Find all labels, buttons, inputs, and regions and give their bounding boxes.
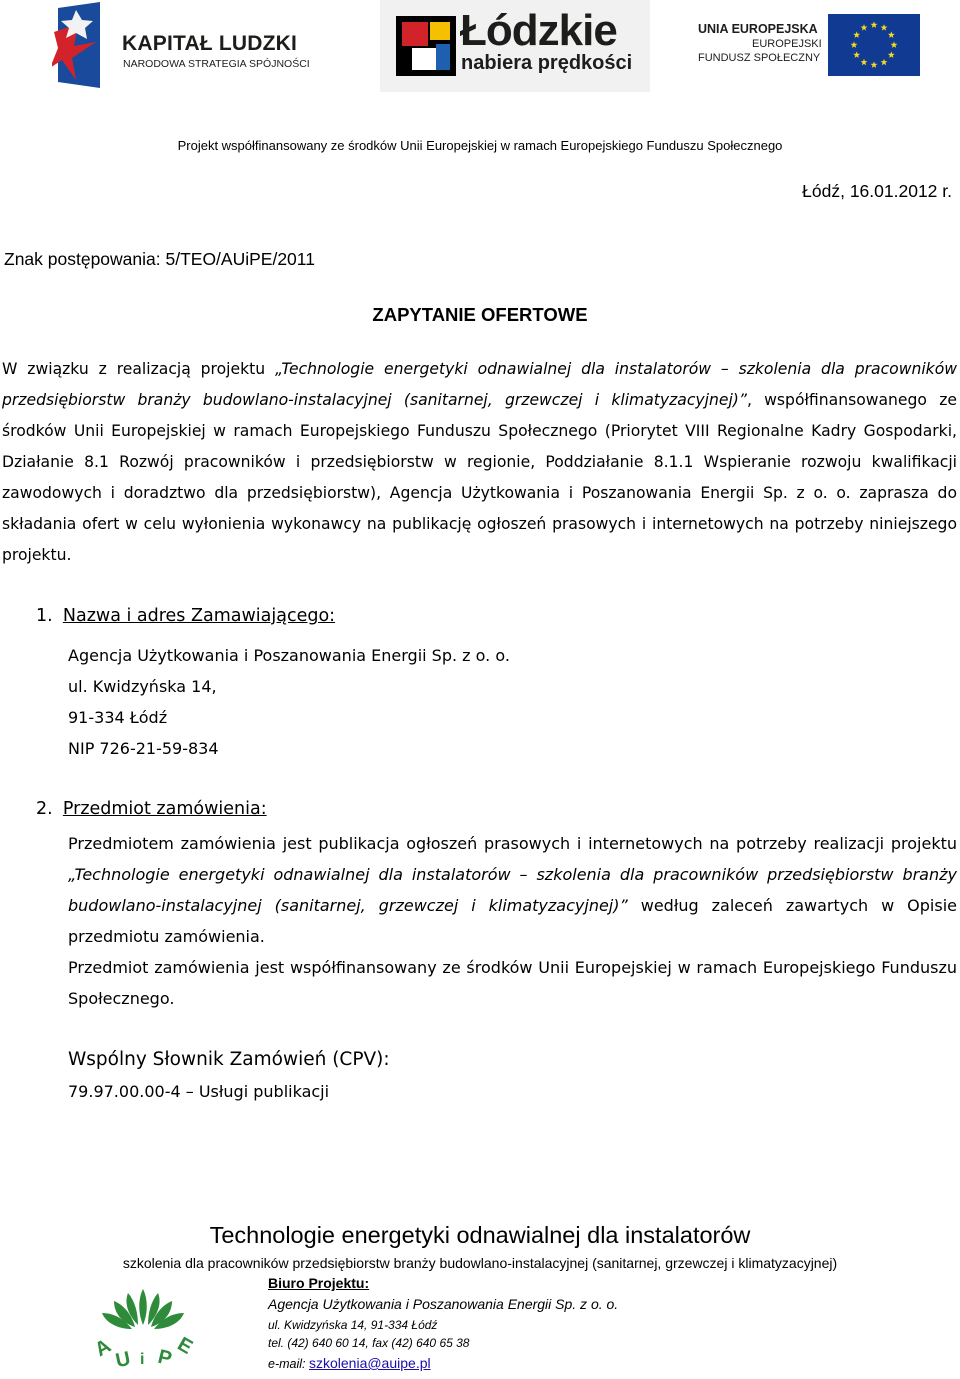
order-text-start: Przedmiotem zamówienia jest publikacja ogłoszeń prasowych i internetowych na potrzeby realizacji projektu <box>68 834 957 853</box>
project-office-email <box>268 1355 431 1371</box>
auipe-letter: U <box>113 1347 133 1373</box>
intro-paragraph <box>2 354 957 571</box>
auipe-logo <box>88 1285 198 1375</box>
address-line: NIP 726-21-59-834 <box>68 739 219 758</box>
section-1-title: Nazwa i adres Zamawiającego: <box>62 606 336 626</box>
lodzkie-title: Łódzkie <box>460 6 617 55</box>
lodzkie-subtitle: nabiera prędkości <box>461 52 633 74</box>
section-2-heading <box>36 799 267 819</box>
order-text-end: według zaleceń zawartych w Opisie przedmiotu zamówienia. <box>68 896 958 946</box>
section-2-number: 2. <box>36 799 53 819</box>
intro-project-name: „Technologie energetyki odnawialnej dla instalatorów – szkolenia dla pracowników przedsiębiorstw branży budowlano-instalacyjnej (sanitarnej, grzewczej i klimatyzacyjnej)” <box>2 360 957 409</box>
auipe-letter: i <box>140 1351 145 1368</box>
project-office-phone: tel. (42) 640 60 14, fax (42) 640 65 38 <box>268 1336 470 1350</box>
order-project-name: „Technologie energetyki odnawialnej dla instalatorów – szkolenia dla pracowników przedsiębiorstw branży budowlano-instalacyjnej (sanitarnej, grzewczej i klimatyzacyjnej)” <box>68 865 957 915</box>
cofinancing-note: Projekt współfinansowany ze środków Unii Europejskiej w ramach Europejskiego Funduszu Społecznego <box>177 138 783 153</box>
reference-number: Znak postępowania: 5/TEO/AUiPE/2011 <box>4 249 315 269</box>
section-1-number: 1. <box>36 606 53 626</box>
kapital-ludzki-subtitle: NARODOWA STRATEGIA SPÓJNOŚCI <box>123 58 310 70</box>
eu-esf-logo <box>698 12 920 78</box>
cpv-heading: Wspólny Słownik Zamówień (CPV): <box>68 1049 390 1070</box>
contracting-authority-address <box>68 640 510 764</box>
kapital-ludzki-emblem-icon <box>52 2 118 92</box>
eu-line-3: FUNDUSZ SPOŁECZNY <box>698 52 821 64</box>
eu-flag-icon <box>828 14 920 76</box>
cpv-code: 79.97.00.00-4 – Usługi publikacji <box>68 1082 330 1101</box>
section-1-heading <box>36 606 335 626</box>
order-description <box>68 828 957 952</box>
auipe-letter: P <box>155 1345 174 1371</box>
auipe-letter: E <box>173 1333 197 1359</box>
auipe-letter: A <box>91 1334 115 1362</box>
footer-project-title: Technologie energetyki odnawialnej dla instalatorów <box>209 1222 751 1248</box>
section-2-title: Przedmiot zamówienia: <box>62 799 267 819</box>
email-link[interactable]: szkolenia@auipe.pl <box>308 1355 431 1371</box>
section-2-body <box>68 828 957 1014</box>
intro-text-start: W związku z realizacją projektu <box>2 360 275 378</box>
project-office-name: Agencja Użytkowania i Poszanowania Energii Sp. z o. o. <box>268 1296 619 1312</box>
address-line: 91-334 Łódź <box>68 708 168 727</box>
auipe-letters <box>90 1333 197 1373</box>
footer-project-subtitle: szkolenia dla pracowników przedsiębiorstw branży budowlano-instalacyjnej (sanitarnej, grzewczej i klimatyzacyjnej) <box>122 1255 838 1271</box>
intro-text-rest: , współfinansowanego ze środków Unii Europejskiej w ramach Europejskiego Funduszu Społecznego (Priorytet VIII Regionalne Kadry Gospodarki, Działanie 8.1 Rozwój pracowników i przedsiębiorstw w regionie, Poddziałanie 8.1.1 Wspieranie rozwoju kwalifikacji zawodowych i doradztwo dla przedsiębiorstw), Agencja Użytkowania i Poszanowania Energii Sp. z o. o. zaprasza do składania ofert w celu wyłonienia wykonawcy na publikację ogłoszeń prasowych i internetowych na potrzeby niniejszego projektu. <box>2 391 957 564</box>
address-line: Agencja Użytkowania i Poszanowania Energii Sp. z o. o. <box>68 646 510 665</box>
kapital-ludzki-title: KAPITAŁ LUDZKI <box>122 32 298 55</box>
address-line: ul. Kwidzyńska 14, <box>68 677 217 696</box>
eu-line-1: UNIA EUROPEJSKA <box>698 22 818 36</box>
lodzkie-emblem-icon <box>396 16 456 76</box>
project-office-label: Biuro Projektu: <box>268 1275 370 1291</box>
eu-line-2: EUROPEJSKI <box>752 38 822 50</box>
document-date: Łódź, 16.01.2012 r. <box>802 181 952 201</box>
document-title: ZAPYTANIE OFERTOWE <box>372 304 588 325</box>
email-label: e-mail: <box>268 1357 309 1371</box>
cofinancing-statement: Przedmiot zamówienia jest współfinansowany ze środków Unii Europejskiej w ramach Europejskiego Funduszu Społecznego. <box>68 958 957 1008</box>
project-office-address: ul. Kwidzyńska 14, 91-334 Łódź <box>268 1318 438 1332</box>
kapital-ludzki-logo <box>52 2 332 92</box>
lodzkie-logo <box>380 0 650 92</box>
